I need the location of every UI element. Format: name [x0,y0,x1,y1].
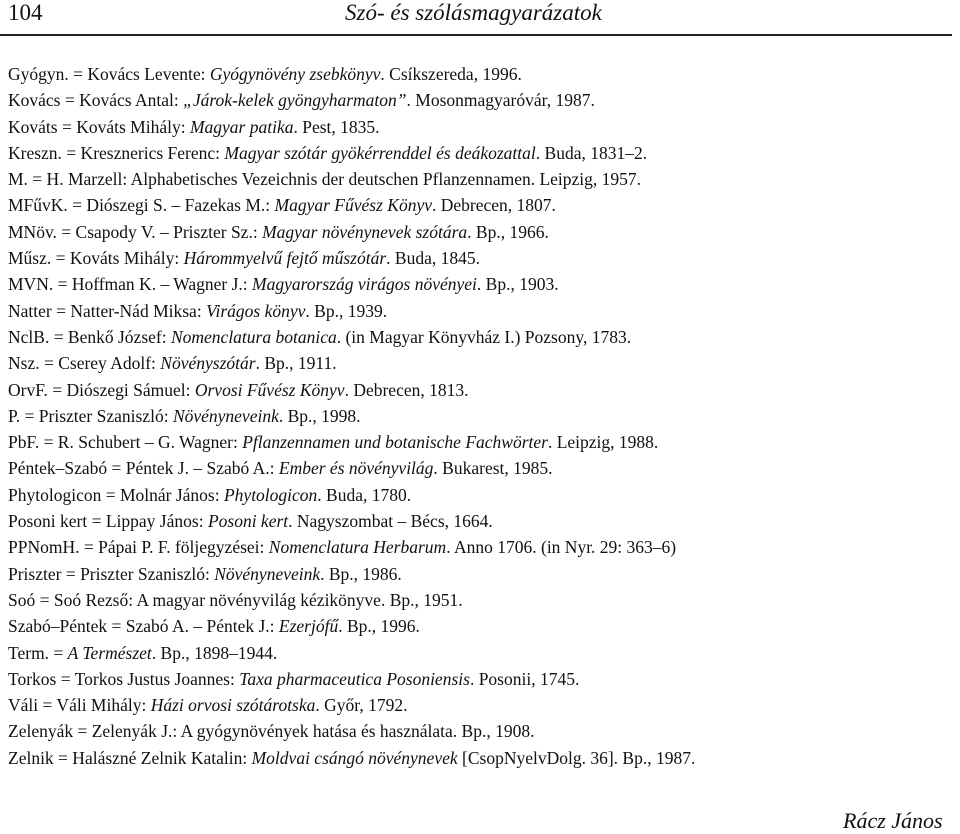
entry-text: Kováts = Kováts Mihály: [8,116,190,137]
bibliography-entry [8,429,953,455]
entry-text: . Anno 1706. (in Nyr. 29: 363–6) [446,537,677,558]
entry-text: . Mosonmagyaróvár, 1987. [406,90,595,111]
bibliography-entry [8,166,953,192]
entry-text: MFűvK. = Diószegi S. – Fazekas M.: [8,195,275,216]
entry-text: Gyógyn. = Kovács Levente: [8,64,210,84]
bibliography-entry [8,640,953,666]
bibliography-entry [8,140,953,166]
entry-text: . Posonii, 1745. [469,668,580,689]
entry-text: . Győr, 1792. [315,695,408,716]
entry-title-italic: Nomenclatura Herbarum [268,537,447,558]
entry-text: . Pest, 1835. [293,116,380,137]
bibliography-entry [8,350,953,376]
running-title: Szó- és szólásmagyarázatok [345,0,602,25]
entry-title-italic: Phytologicon [223,484,318,505]
bibliography-entry [8,482,953,508]
entry-title-italic: Magyar növénynevek szótára [262,221,468,242]
entry-text: [CsopNyelvDolg. 36]. Bp., 1987. [457,747,696,768]
entry-text: Phytologicon = Molnár János: [8,484,224,505]
entry-text: . Bp., 1939. [305,300,388,321]
entry-text: OrvF. = Diószegi Sámuel: [8,379,195,400]
bibliography-entry [8,271,953,297]
bibliography-entry [8,561,953,587]
entry-text: . (in Magyar Könyvház I.) Pozsony, 1783. [336,326,632,347]
entry-title-italic: Házi orvosi szótárotska [150,695,316,716]
entry-text: . Bp., 1911. [255,353,337,374]
entry-title-italic: Növényneveink [172,405,279,426]
entry-text: Torkos = Torkos Justus Joannes: [8,668,240,689]
entry-text: Soó = Soó Rezső: A magyar növényvilág kézikönyve. Bp., 1951. [8,589,463,610]
bibliography-entry [8,692,953,718]
bibliography-entry [8,192,953,218]
entry-text: Term. = [8,642,68,663]
entry-text: P. = Priszter Szaniszló: [8,405,173,426]
bibliography-entry [8,508,953,534]
entry-text: . Debrecen, 1813. [344,379,469,400]
entry-text: Zelnik = Halászné Zelnik Katalin: [8,747,252,768]
entry-text: . Bp., 1898–1944. [151,642,278,663]
entry-title-italic: Orvosi Fűvész Könyv [194,379,345,400]
entry-title-italic: Virágos könyv [206,300,306,321]
entry-text: . Buda, 1845. [386,248,480,269]
bibliography-entry [8,324,953,350]
entry-text: M. = H. Marzell: Alphabetisches Vezeichnis der deutschen Pflanzennamen. Leipzig, 1957. [8,169,642,190]
entry-text: . Bp., 1998. [278,405,361,426]
entry-title-italic: Magyarország virágos növényei [252,274,477,295]
entry-title-italic: Hárommyelvű fejtő műszótár [183,248,387,269]
entry-text: Váli = Váli Mihály: [8,695,151,716]
page-number: 104 [8,0,43,25]
entry-text: . Bp., 1986. [320,563,402,584]
entry-text: . Bukarest, 1985. [433,458,553,479]
entry-text: PbF. = R. Schubert – G. Wagner: [8,432,243,453]
entry-title-italic: Magyar patika [189,116,294,137]
entry-title-italic: Ember és növényvilág [278,458,434,479]
entry-text: Műsz. = Kováts Mihály: [8,248,184,269]
entry-text: . Bp., 1996. [338,616,420,637]
entry-text: . Debrecen, 1807. [432,195,556,216]
entry-text: . Csíkszereda, 1996. [380,64,522,84]
entry-title-italic: Moldvai csángó növénynevek [251,747,458,768]
entry-text: . Nagyszombat – Bécs, 1664. [288,511,493,532]
bibliography-entry [8,666,953,692]
bibliography-entry [8,298,953,324]
bibliography-entry [8,534,953,560]
entry-text: Posoni kert = Lippay János: [8,511,208,532]
entry-title-italic: Magyar Fűvész Könyv [274,195,432,216]
entry-text: Kovács = Kovács Antal: [8,90,184,111]
entry-text: . Buda, 1780. [317,484,412,505]
entry-text: Natter = Natter-Nád Miksa: [8,300,207,321]
entry-title-italic: Növényneveink [214,563,321,584]
bibliography-entry [8,718,953,744]
entry-title-italic: A Természet [67,642,152,663]
bibliography-entry [8,455,953,481]
entry-title-italic: Magyar szótár gyökérrenddel és deákozattal [224,142,536,163]
entry-text: Nsz. = Cserey Adolf: [8,353,161,374]
bibliography-entry [8,219,953,245]
bibliography-entry [8,114,953,140]
entry-text: MVN. = Hoffman K. – Wagner J.: [8,274,253,295]
entry-text: Kreszn. = Kresznerics Ferenc: [8,142,225,163]
author-signature: Rácz János [843,808,943,833]
bibliography-list [8,61,953,771]
entry-text: PPNomH. = Pápai P. F. följegyzései: [8,537,269,558]
entry-title-italic: Posoni kert [207,511,289,532]
bibliography-entry [8,61,953,87]
bibliography-entry [8,377,953,403]
entry-title-italic: Gyógynövény zsebkönyv [209,64,381,84]
entry-text: . Bp., 1903. [476,274,559,295]
entry-text: Priszter = Priszter Szaniszló: [8,563,215,584]
entry-text: . Leipzig, 1988. [547,432,659,453]
entry-title-italic: Pflanzennamen und botanische Fachwörter [242,432,548,453]
page-header [0,0,952,36]
entry-title-italic: Nomenclatura botanica [170,326,337,347]
entry-text: Zelenyák = Zelenyák J.: A gyógynövények hatása és használata. Bp., 1908. [8,721,535,742]
bibliography-entry [8,87,953,113]
entry-text: Szabó–Péntek = Szabó A. – Péntek J.: [8,616,279,637]
entry-text: MNöv. = Csapody V. – Priszter Sz.: [8,221,263,242]
bibliography-entry [8,745,953,771]
entry-title-italic: Taxa pharmaceutica Posoniensis [239,668,470,689]
entry-text: NclB. = Benkő József: [8,326,171,347]
entry-text: . Bp., 1966. [467,221,549,242]
bibliography-entry [8,245,953,271]
bibliography-entry [8,613,953,639]
entry-text: Péntek–Szabó = Péntek J. – Szabó A.: [8,458,279,479]
bibliography-entry [8,403,953,429]
bibliography-entry [8,587,953,613]
entry-title-italic: Ezerjófű [278,616,339,637]
entry-title-italic: „Járok-kelek gyöngyharmaton” [183,90,407,111]
entry-text: . Buda, 1831–2. [535,142,648,163]
entry-title-italic: Növényszótár [160,353,256,374]
